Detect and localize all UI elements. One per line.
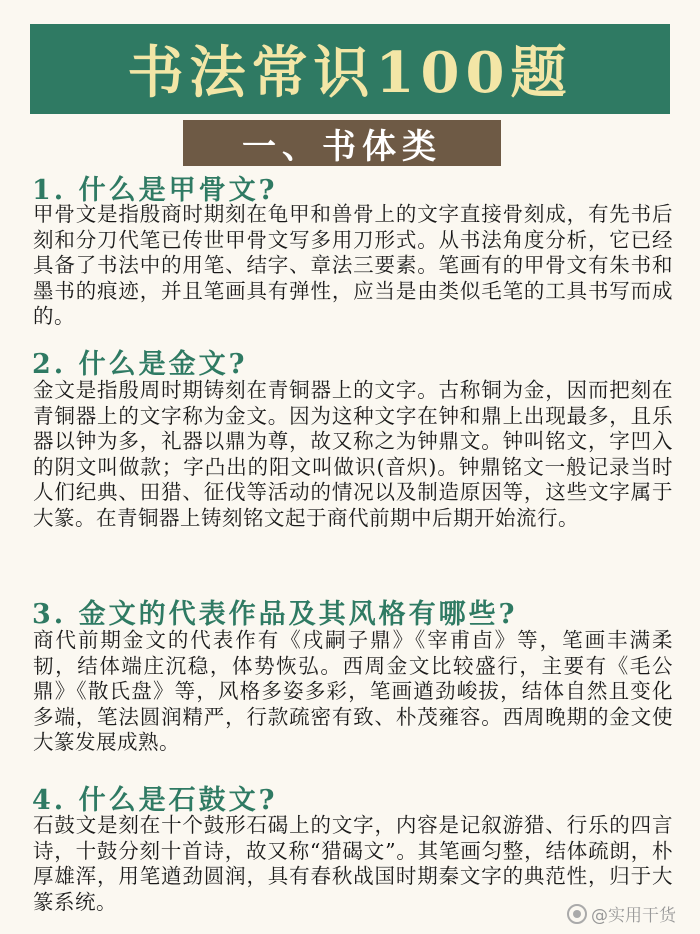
section-banner (183, 120, 501, 166)
question-1-heading: 1. 什么是甲骨文? (32, 175, 278, 206)
question-4-heading: 4. 什么是石鼓文? (32, 785, 278, 816)
question-3-answer: 商代前期金文的代表作有《戌嗣子鼎》《宰甫卣》等，笔画丰满柔韧，结体端庄沉稳，体势恢弘。西周金文比较盛行，主要有《毛公鼎》《散氏盘》等，风格多姿多彩，笔画遒劲峻拔，结体自然且变化多端，笔法圆润精严，行款疏密有致、朴茂雍容。西周晚期的金文使大篆发展成熟。 (33, 628, 673, 755)
watermark-text: @实用干货 (591, 906, 676, 926)
question-2-answer: 金文是指殷周时期铸刻在青铜器上的文字。古称铜为金，因而把刻在青铜器上的文字称为金文。因为这种文字在钟和鼎上出现最多，且乐器以钟为多，礼器以鼎为尊，故又称之为钟鼎文。钟叫铭文，字凹入的阴文叫做款；字凸出的阳文叫做识(音炽)。钟鼎铭文一般记录当时人们纪典、田猎、征伐等活动的情况以及制造原因等，这些文字属于大篆。在青铜器上铸刻铭文起于商代前期中后期开始流行。 (33, 378, 673, 530)
question-2-heading: 2. 什么是金文? (32, 349, 248, 380)
question-3-heading: 3. 金文的代表作品及其风格有哪些? (32, 599, 518, 630)
title-banner (30, 24, 670, 114)
page-title: 书法常识100题 (127, 40, 573, 106)
weibo-logo-icon (567, 904, 587, 924)
question-1-answer: 甲骨文是指殷商时期刻在龟甲和兽骨上的文字直接骨刻成，有先书后刻和分刀代笔已传世甲骨文写多用刀形式。从书法角度分析，它已经具备了书法中的用笔、结字、章法三要素。笔画有的甲骨文有朱书和墨书的痕迹，并且笔画具有弹性，应当是由类似毛笔的工具书写而成的。 (33, 202, 673, 329)
question-4-answer: 石鼓文是刻在十个鼓形石碣上的文字，内容是记叙游猎、行乐的四言诗，十鼓分刻十首诗，故又称“猎碣文”。其笔画匀整，结体疏朗，朴厚雄浑，用笔遒劲圆润，具有春秋战国时期秦文字的典范性，归于大篆系统。 (33, 813, 673, 914)
section-title: 一、书体类 (242, 126, 442, 167)
watermark (567, 901, 676, 926)
